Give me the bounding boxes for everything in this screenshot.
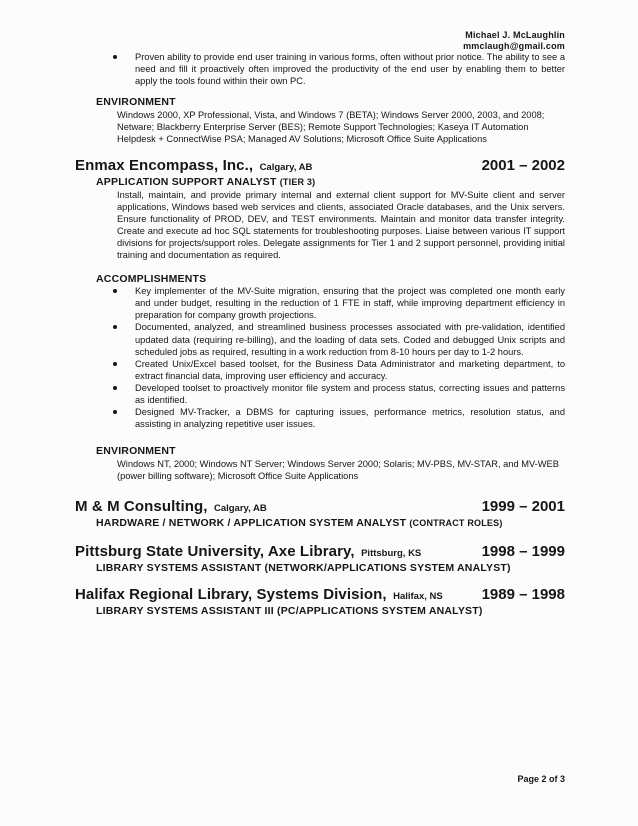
accomplishments-heading: ACCOMPLISHMENTS xyxy=(96,273,207,286)
job-dates: 2001 – 2002 xyxy=(481,156,565,174)
job-header xyxy=(75,498,565,516)
accomplishments-list xyxy=(75,285,565,430)
list-item xyxy=(135,406,565,430)
environment-heading: ENVIRONMENT xyxy=(96,445,176,458)
job-dates: 1999 – 2001 xyxy=(481,498,565,516)
list-item xyxy=(135,285,565,321)
company-name: Pittsburg State University, Axe Library, xyxy=(75,543,355,561)
job-header xyxy=(75,586,565,604)
company-name: Halifax Regional Library, Systems Division, xyxy=(75,586,387,604)
company-location: Pittsburg, KS xyxy=(361,548,422,560)
job-title xyxy=(96,605,565,617)
bullet-icon xyxy=(113,289,117,293)
job-entry-halifax-library xyxy=(75,586,565,617)
company-name: Enmax Encompass, Inc., xyxy=(75,156,254,174)
job-header xyxy=(75,157,565,175)
environment-text: Windows NT, 2000; Windows NT Server; Windows Server 2000; Solaris; MV-PBS, MV-STAR, and MV-WEB (power billing software); Microsoft Office Suite Applications xyxy=(117,459,559,482)
job-title-note: (TIER 3) xyxy=(279,176,316,187)
bullet-icon xyxy=(113,386,117,390)
bullet-text: Key implementer of the MV-Suite migration, ensuring that the project was completed one month early and under budget, resulting in the reduction of 1 FTE in staff, while improving department efficiency in preparation for company growth projections. xyxy=(135,286,565,321)
company-line xyxy=(75,543,421,561)
job-title xyxy=(96,176,565,188)
job-title-note: (CONTRACT ROLES) xyxy=(409,518,503,529)
page-number: Page 2 of 3 xyxy=(517,774,565,784)
company-line xyxy=(75,498,267,516)
list-item xyxy=(135,321,565,357)
company-location: Calgary, AB xyxy=(213,503,267,515)
company-location: Halifax, NS xyxy=(393,591,443,603)
header-email: mmclaugh@gmail.com xyxy=(463,40,565,51)
list-item xyxy=(135,358,565,382)
job-entry-mm-consulting xyxy=(75,498,565,529)
company-name: M & M Consulting, xyxy=(75,498,208,516)
job-dates: 1989 – 1998 xyxy=(481,586,565,604)
header-name: Michael J. McLaughlin xyxy=(465,30,565,40)
list-item xyxy=(135,382,565,406)
list-item xyxy=(135,51,565,87)
bullet-text: Designed MV-Tracker, a DBMS for capturing issues, performance metrics, resolution status, and assisting in analyzing repetitive user issues. xyxy=(135,407,565,430)
bullet-icon xyxy=(113,325,117,329)
job-title-text: APPLICATION SUPPORT ANALYST xyxy=(96,175,277,188)
job-title-text: LIBRARY SYSTEMS ASSISTANT (NETWORK/APPLICATIONS SYSTEM ANALYST) xyxy=(96,562,511,575)
job-title xyxy=(96,562,565,574)
intro-bullet-list xyxy=(75,51,565,87)
bullet-text: Created Unix/Excel based toolset, for the Business Data Administrator and marketing department, to extract financial data, improving user efficiency and accuracy. xyxy=(135,358,565,381)
bullet-text: Developed toolset to proactively monitor file system and process status, correcting issues and patterns as identified. xyxy=(135,382,565,405)
company-line xyxy=(75,157,312,175)
header xyxy=(75,0,565,51)
job-dates: 1998 – 1999 xyxy=(481,543,565,561)
job-entry-enmax xyxy=(75,157,565,483)
job-entry-pittsburg-state xyxy=(75,543,565,574)
environment-text: Windows 2000, XP Professional, Vista, and Windows 7 (BETA); Windows Server 2000, 2003, and 2008; Netware; Blackberry Enterprise Server (BES); Remote Support Technologies; Kaseya IT Automation Helpdesk + ConnectWise PSA; Managed AV Solutions; Microsoft Office Suite Applications xyxy=(117,110,545,145)
bullet-icon xyxy=(113,362,117,366)
bullet-text: Documented, analyzed, and streamlined business processes associated with pre-validation, identified updated data (requiring re-billing), and the loading of data sets. Coded and debugged Unix scripts and scheduled jobs as required, resulting in a work reduction from 8-10 hours per day to 1-2 hours. xyxy=(135,322,565,357)
job-summary: Install, maintain, and provide primary internal and external client support for MV-Suite client and server applications, Windows based web services and clients, associated Oracle databases, and the Unix servers. Ensure functionality of PROD, DEV, and TEST environments. Maintain and monitor data transfer integrity. Create and execute ad hoc SQL statements for troubleshooting purposes. Liaise between various IT support divisions for projects/support roles. Delegate assignments for Tier 1 and 2 support personnel, providing initial training and documentation as required. xyxy=(117,189,565,261)
page-content xyxy=(75,0,565,617)
company-line xyxy=(75,586,443,604)
job-title xyxy=(96,517,565,529)
bullet-icon xyxy=(113,55,117,59)
bullet-text: Proven ability to provide end user training in various forms, often without prior notice. The ability to see a need and fill it proactively often improved the productivity of the end user by enabling them to better apply the tools found within their own PC. xyxy=(135,52,565,87)
job-header xyxy=(75,543,565,561)
bullet-icon xyxy=(113,410,117,414)
company-location: Calgary, AB xyxy=(259,161,313,173)
job-title-text: HARDWARE / NETWORK / APPLICATION SYSTEM ANALYST xyxy=(96,517,407,530)
environment-heading: ENVIRONMENT xyxy=(96,96,176,109)
job-title-text: LIBRARY SYSTEMS ASSISTANT III (PC/APPLICATIONS SYSTEM ANALYST) xyxy=(96,605,483,618)
